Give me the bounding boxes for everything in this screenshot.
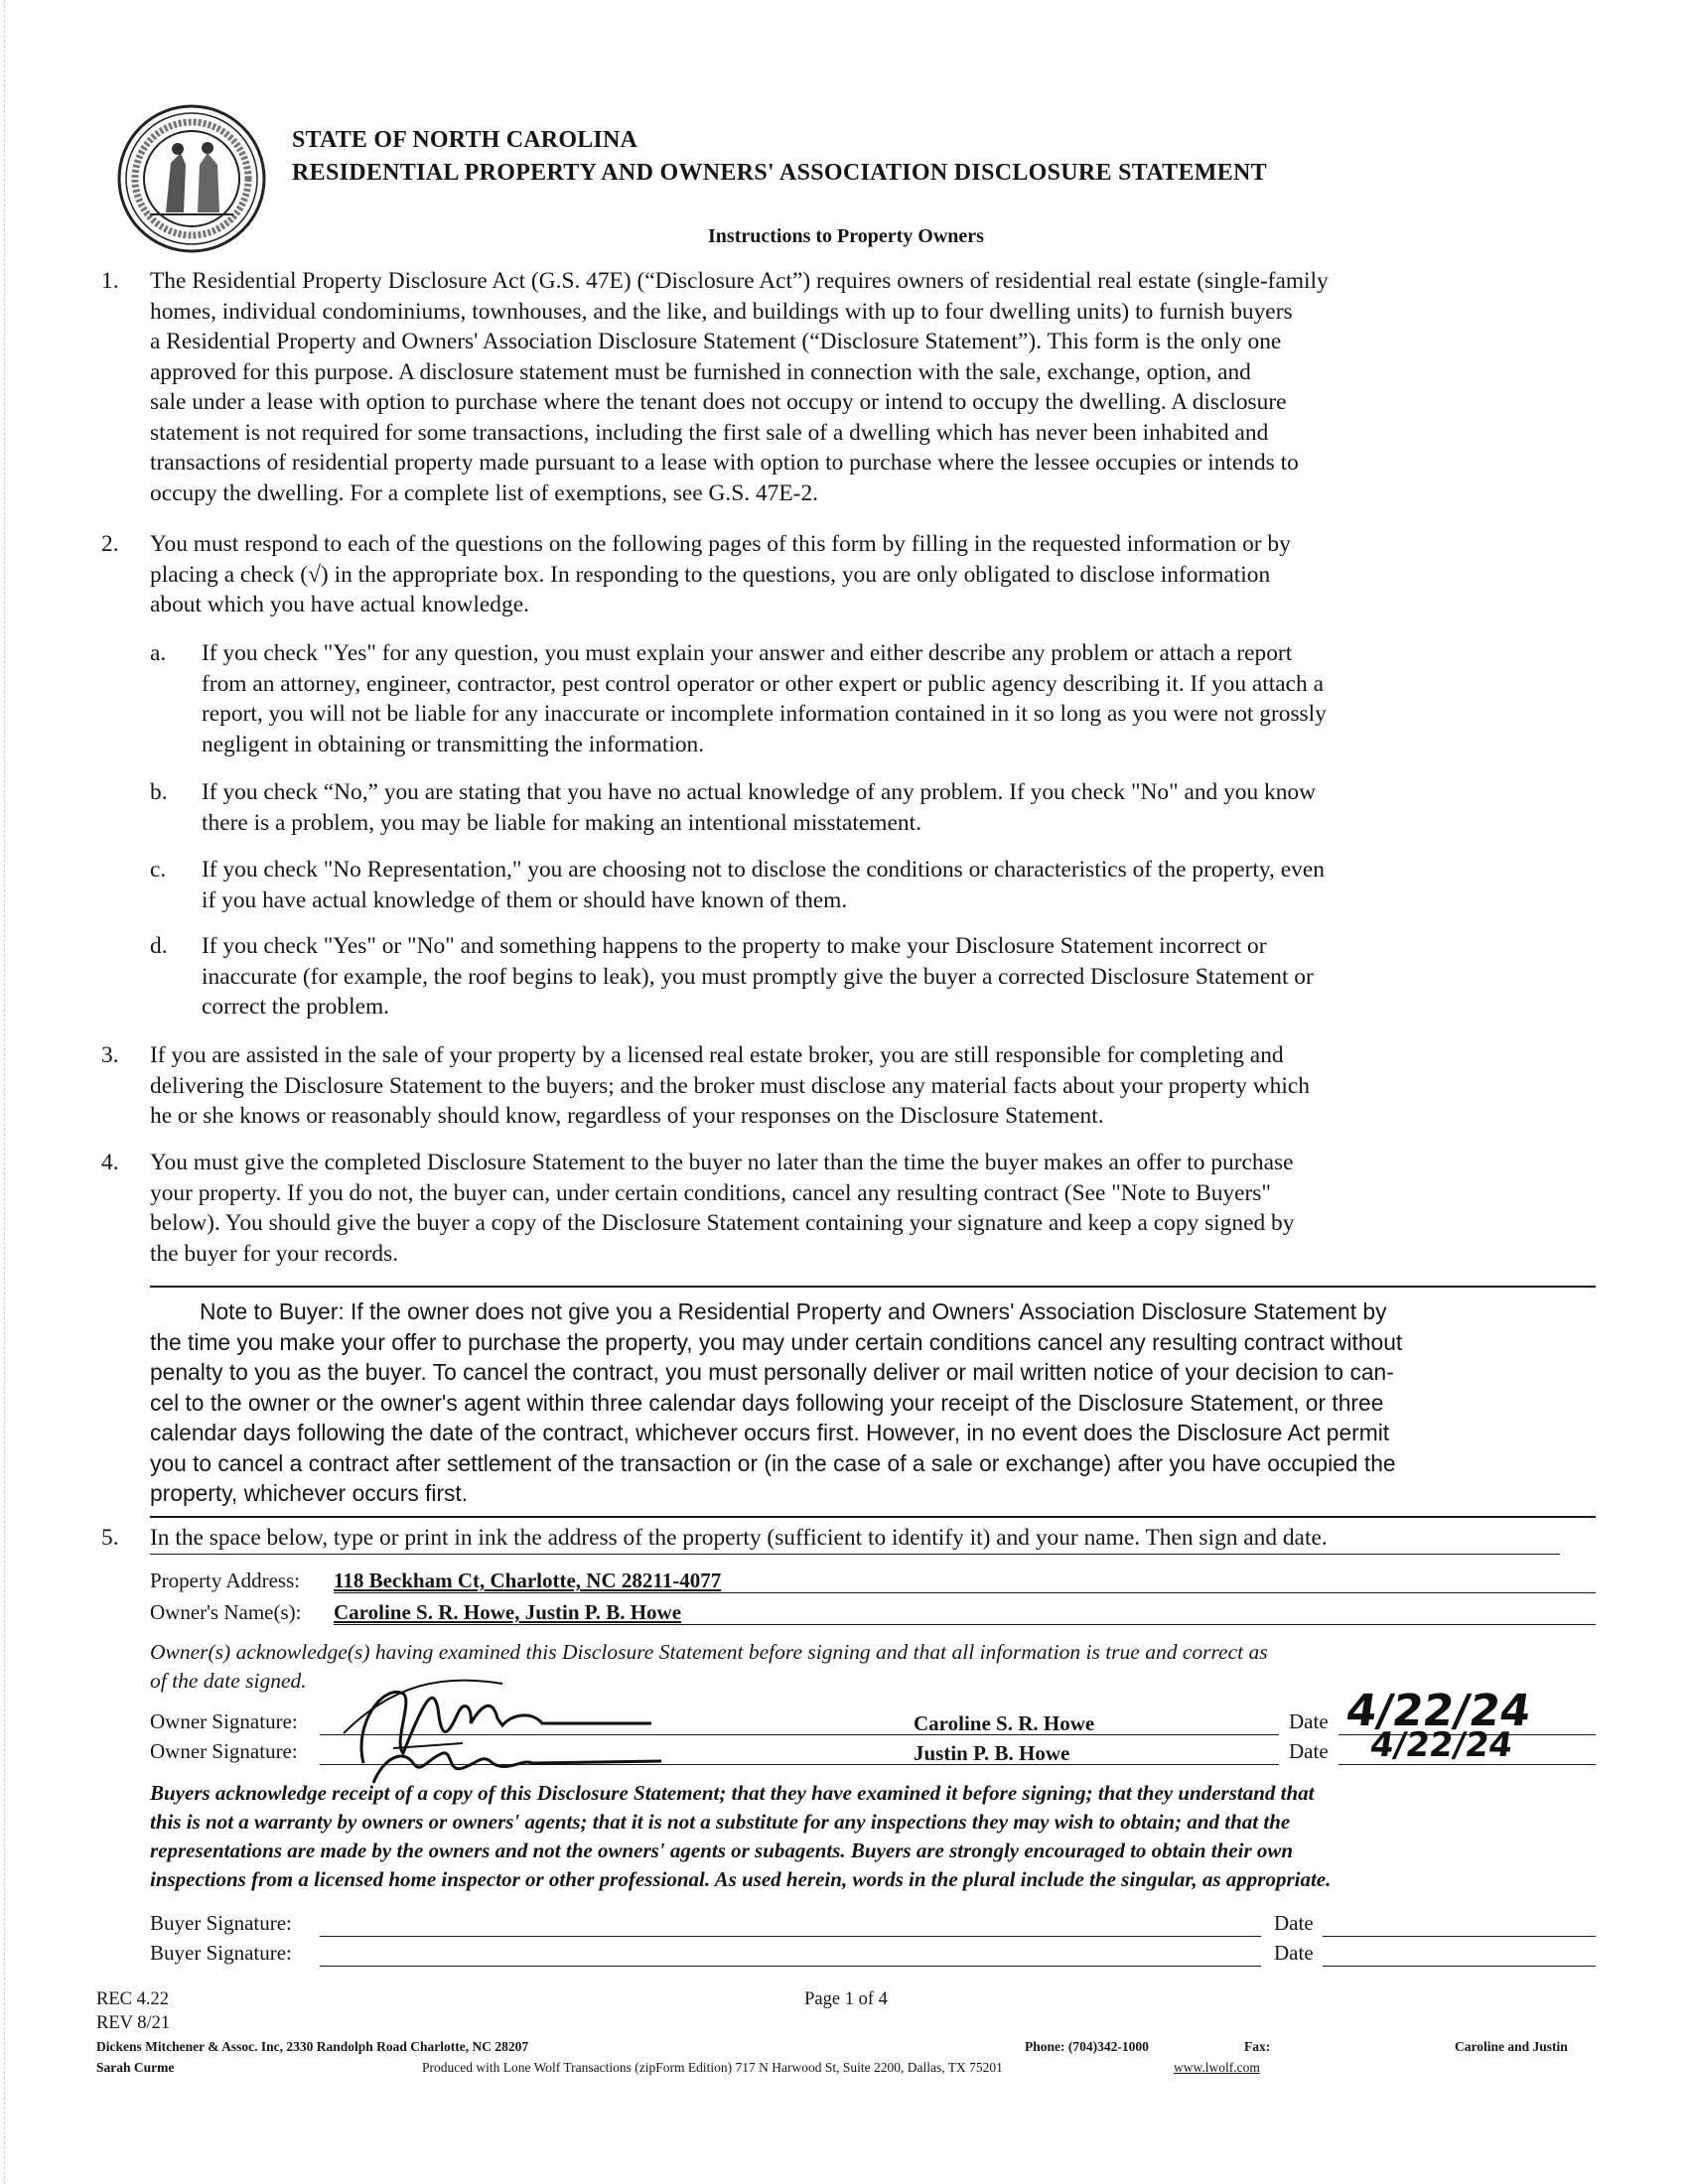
text-line: report, you will not be liable for any inaccurate or incomplete information contained in it so long as you were not grossly (202, 701, 1327, 727)
owners-name-label: Owner's Name(s): (150, 1600, 302, 1624)
subitem-a-text (202, 638, 1596, 759)
text-line: cel to the owner or the owner's agent within three calendar days following your receipt of the Disclosure Statement, or three (150, 1389, 1384, 1416)
date-label: Date (1274, 1911, 1314, 1935)
owner-2-printed-name: Justin P. B. Howe (914, 1741, 1070, 1765)
owners-name-field[interactable]: Caroline S. R. Howe, Justin P. B. Howe (334, 1600, 682, 1624)
text-line: representations are made by the owners and not the owners' agents or subagents. Buyers are strongly encouraged to obtain their own (150, 1839, 1294, 1862)
subitem-d-text (202, 931, 1596, 1023)
text-line: if you have actual knowledge of them or should have known of them. (202, 887, 848, 913)
form-revision: REV 8/21 (96, 2013, 171, 2033)
text-line: Note to Buyer: If the owner does not give you a Residential Property and Owners' Association Disclosure Statement by (200, 1298, 1387, 1324)
text-line: inaccurate (for example, the roof begins to leak), you must promptly give the buyer a corrected Disclosure Statement or (202, 963, 1314, 990)
text-line: If you check "Yes" or "No" and something happens to the property to make your Disclosure Statement incorrect or (202, 933, 1267, 959)
text-line: If you check "No Representation," you are choosing not to disclose the conditions or characteristics of the property, even (202, 857, 1325, 883)
text-line: placing a check (√) in the appropriate box. In responding to the questions, you are only obligated to disclose information (150, 561, 1271, 588)
date-label: Date (1289, 1739, 1329, 1763)
text-line: he or she knows or reasonably should know, regardless of your responses on the Disclosure Statement. (150, 1103, 1104, 1129)
instructions-heading: Instructions to Property Owners (708, 225, 984, 247)
text-line: you to cancel a contract after settlement of the transaction or (in the case of a sale or exchange) after you have occupied the (150, 1449, 1396, 1476)
buyer-signature-label: Buyer Signature: (150, 1911, 292, 1935)
produced-with: Produced with Lone Wolf Transactions (zipForm Edition) 717 N Harwood St, Suite 2200, Dallas, TX 75201 (422, 2060, 1003, 2075)
buyer-2-signature-line[interactable] (320, 1966, 1261, 1967)
property-address-field[interactable]: 118 Beckham Ct, Charlotte, NC 28211-4077 (334, 1569, 722, 1592)
text-line: statement is not required for some transactions, including the first sale of a dwelling which has never been inhabited and (150, 419, 1269, 446)
text-line: about which you have actual knowledge. (150, 592, 529, 617)
owner-signatures-graphic (334, 1664, 671, 1789)
text-line: sale under a lease with option to purchase where the tenant does not occupy or intend to occupy the dwelling. A disclosure (150, 389, 1287, 415)
note-top-rule (150, 1286, 1596, 1288)
address-line (334, 1592, 1596, 1593)
text-line: property, whichever occurs first. (150, 1480, 469, 1506)
text-line: inspections from a licensed home inspector or other professional. As used herein, words in the plural include the singular, as appropriate. (150, 1867, 1332, 1891)
item-2-text (150, 529, 1596, 620)
owner-signature-label: Owner Signature: (150, 1709, 298, 1733)
owner-1-printed-name: Caroline S. R. Howe (914, 1711, 1095, 1735)
text-line: delivering the Disclosure Statement to the buyers; and the broker must disclose any material facts about your property which (150, 1072, 1310, 1099)
text-line: of the date signed. (150, 1669, 307, 1693)
text-line: If you are assisted in the sale of your property by a licensed real estate broker, you are still responsible for completing and (150, 1042, 1284, 1068)
note-to-buyer (150, 1297, 1596, 1509)
text-line: calendar days following the date of the contract, whichever occurs first. However, in no event does the Disclosure Act permit (150, 1420, 1390, 1445)
text-line: your property. If you do not, the buyer can, under certain conditions, cancel any resulting contract (See "Note to Buyers" (150, 1179, 1271, 1206)
buyer-2-date-line[interactable] (1323, 1966, 1596, 1967)
text-line: Buyers acknowledge receipt of a copy of this Disclosure Statement; that they have examined it before signing; that they understand that (150, 1781, 1315, 1805)
item-5-underline (150, 1554, 1560, 1555)
date-label: Date (1274, 1941, 1314, 1965)
subitem-c-text (202, 855, 1596, 915)
item-5-text: In the space below, type or print in ink the address of the property (sufficient to identify it) and your name. Then sign and date. (150, 1525, 1328, 1551)
item-number: 3. (101, 1042, 119, 1068)
item-number: 4. (101, 1150, 119, 1175)
item-number: 1. (101, 268, 119, 294)
subitem-b-text (202, 777, 1596, 838)
fax: Fax: (1244, 2039, 1271, 2054)
text-line: the time you make your offer to purchase the property, you may under certain conditions cancel any resulting contract without (150, 1328, 1403, 1355)
text-line: If you check “No,” you are stating that you have no actual knowledge of any problem. If you check "No" and you know (202, 779, 1317, 805)
text-line: Owner(s) acknowledge(s) having examined this Disclosure Statement before signing and that all information is true and correct as (150, 1640, 1268, 1664)
subitem-label: a. (150, 640, 167, 666)
buyer-signature-label: Buyer Signature: (150, 1941, 292, 1965)
text-line: there is a problem, you may be liable for making an intentional misstatement. (202, 809, 921, 836)
text-line: If you check "Yes" for any question, you must explain your answer and either describe any problem or attach a report (202, 640, 1293, 666)
note-bottom-rule (150, 1516, 1596, 1518)
text-line: this is not a warranty by owners or owners' agents; that it is not a substitute for any inspections they may wish to obtain; and that the (150, 1810, 1291, 1834)
text-line: penalty to you as the buyer. To cancel the contract, you must personally deliver or mail written notice of your decision to can- (150, 1359, 1394, 1385)
subitem-label: c. (150, 857, 167, 883)
company-info: Dickens Mitchener & Assoc. Inc, 2330 Randolph Road Charlotte, NC 28207 (96, 2039, 529, 2054)
item-3-text (150, 1040, 1596, 1132)
text-line: correct the problem. (202, 994, 389, 1020)
buyer-1-signature-line[interactable] (320, 1936, 1261, 1937)
form-rec-number: REC 4.22 (96, 1989, 169, 2009)
owners-name-line (334, 1624, 1596, 1625)
state-title: STATE OF NORTH CAROLINA (292, 127, 638, 153)
text-line: homes, individual condominiums, townhouses, and the like, and buildings with up to four dwelling units) to furnish buyers (150, 298, 1293, 325)
text-line: a Residential Property and Owners' Association Disclosure Statement (“Disclosure Statement”). This form is the only one (150, 329, 1282, 354)
buyer-1-date-line[interactable] (1323, 1936, 1596, 1937)
item-number: 2. (101, 531, 119, 557)
page-number: Page 1 of 4 (804, 1989, 888, 2009)
date-label: Date (1289, 1709, 1329, 1733)
subitem-label: d. (150, 933, 168, 959)
text-line: below). You should give the buyer a copy of the Disclosure Statement containing your signature and keep a copy signed by (150, 1210, 1295, 1236)
text-line: You must give the completed Disclosure Statement to the buyer no later than the time the buyer makes an offer to purchase (150, 1150, 1294, 1175)
text-line: the buyer for your records. (150, 1240, 399, 1267)
form-title: RESIDENTIAL PROPERTY AND OWNERS' ASSOCIATION DISCLOSURE STATEMENT (292, 160, 1267, 186)
buyer-acknowledgment (150, 1779, 1596, 1894)
text-line: from an attorney, engineer, contractor, pest control operator or other expert or public agency describing it. If you attach a (202, 670, 1324, 697)
phone: Phone: (704)342-1000 (1025, 2039, 1149, 2054)
owner-signature-label: Owner Signature: (150, 1739, 298, 1763)
text-line: approved for this purpose. A disclosure statement must be furnished in connection with the sale, exchange, option, and (150, 358, 1251, 385)
property-address-label: Property Address: (150, 1569, 301, 1592)
owner-2-date[interactable]: 4/22/24 (1367, 1725, 1515, 1765)
item-1-text (150, 266, 1596, 508)
subitem-label: b. (150, 779, 168, 805)
item-4-text (150, 1148, 1596, 1269)
text-line: transactions of residential property made pursuant to a lease with option to purchase where the lessee occupies or intends to (150, 450, 1299, 476)
website-link[interactable]: www.lwolf.com (1174, 2060, 1260, 2075)
text-line: occupy the dwelling. For a complete list of exemptions, see G.S. 47E-2. (150, 479, 818, 506)
text-line: You must respond to each of the questions on the following pages of this form by filling in the requested information or by (150, 531, 1291, 557)
item-number: 5. (101, 1525, 119, 1551)
agent-name: Sarah Curme (96, 2060, 175, 2075)
text-line: The Residential Property Disclosure Act (G.S. 47E) (“Disclosure Act”) requires owners of residential real estate (single-family (150, 268, 1329, 294)
client-name: Caroline and Justin (1455, 2039, 1568, 2054)
scan-edge-line (4, 0, 5, 2184)
owner-1-date[interactable]: 4/22/24 (1342, 1686, 1534, 1736)
text-line: negligent in obtaining or transmitting the information. (202, 731, 705, 757)
